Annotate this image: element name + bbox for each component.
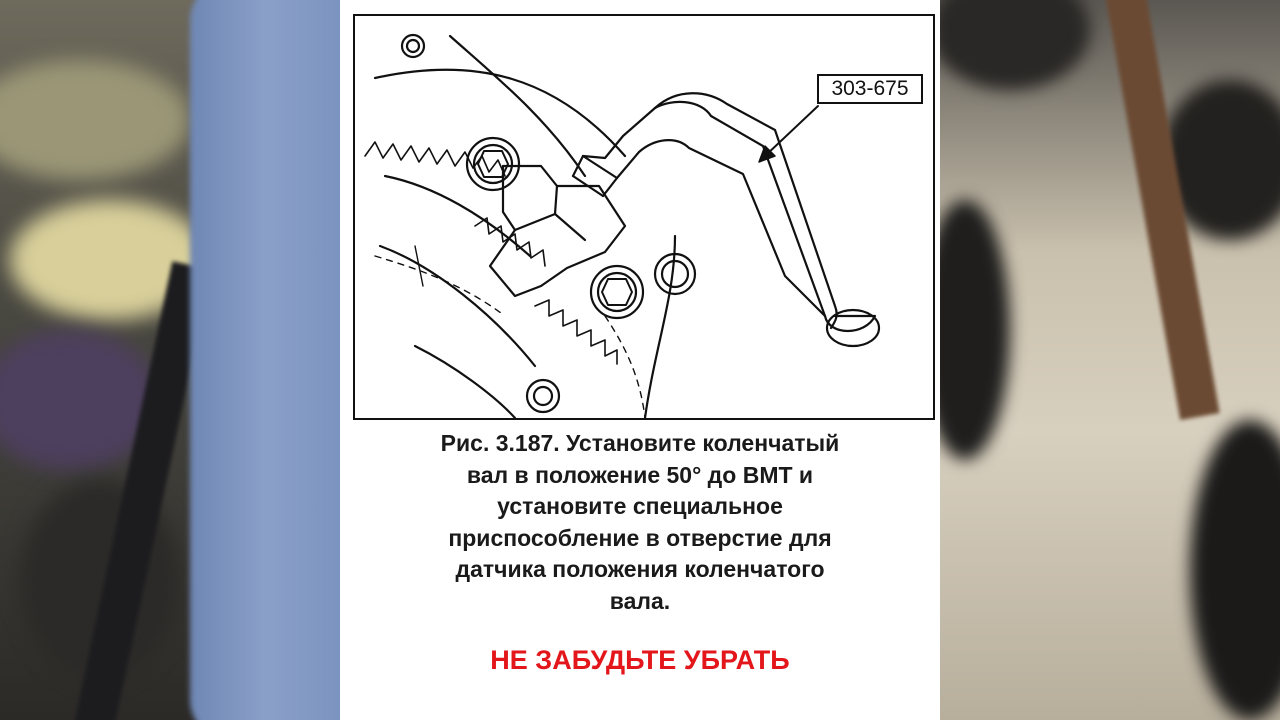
bolt-hole-bottom — [527, 380, 559, 412]
manual-page — [340, 0, 940, 720]
warning-text: НЕ ЗАБУДЬТЕ УБРАТЬ — [490, 645, 790, 675]
caption-line: Рис. 3.187. Установите коленчатый — [440, 430, 840, 456]
lower-bolt — [591, 266, 643, 318]
caption-line: приспособление в отверстие для — [448, 524, 832, 551]
flywheel-inner-arc — [380, 246, 535, 366]
part-number-label: 303-675 — [817, 74, 923, 104]
caption-line: вал в положение 50° до ВМТ и — [466, 461, 814, 488]
ring-gear-teeth — [365, 142, 617, 364]
top-bolt — [467, 138, 519, 190]
leader-line — [765, 106, 818, 156]
background-photo-left — [0, 0, 340, 720]
bolt-hole-top — [402, 35, 424, 57]
caption-line: вала. — [609, 587, 671, 614]
caption-line: датчика положения коленчатого — [455, 556, 825, 582]
flywheel-outer-arc — [375, 70, 625, 156]
caption-line: установите специальное — [497, 493, 783, 519]
figure-caption — [340, 428, 940, 617]
background-photo-right — [940, 0, 1280, 720]
pin-tool — [573, 93, 879, 346]
technical-illustration — [353, 14, 935, 420]
